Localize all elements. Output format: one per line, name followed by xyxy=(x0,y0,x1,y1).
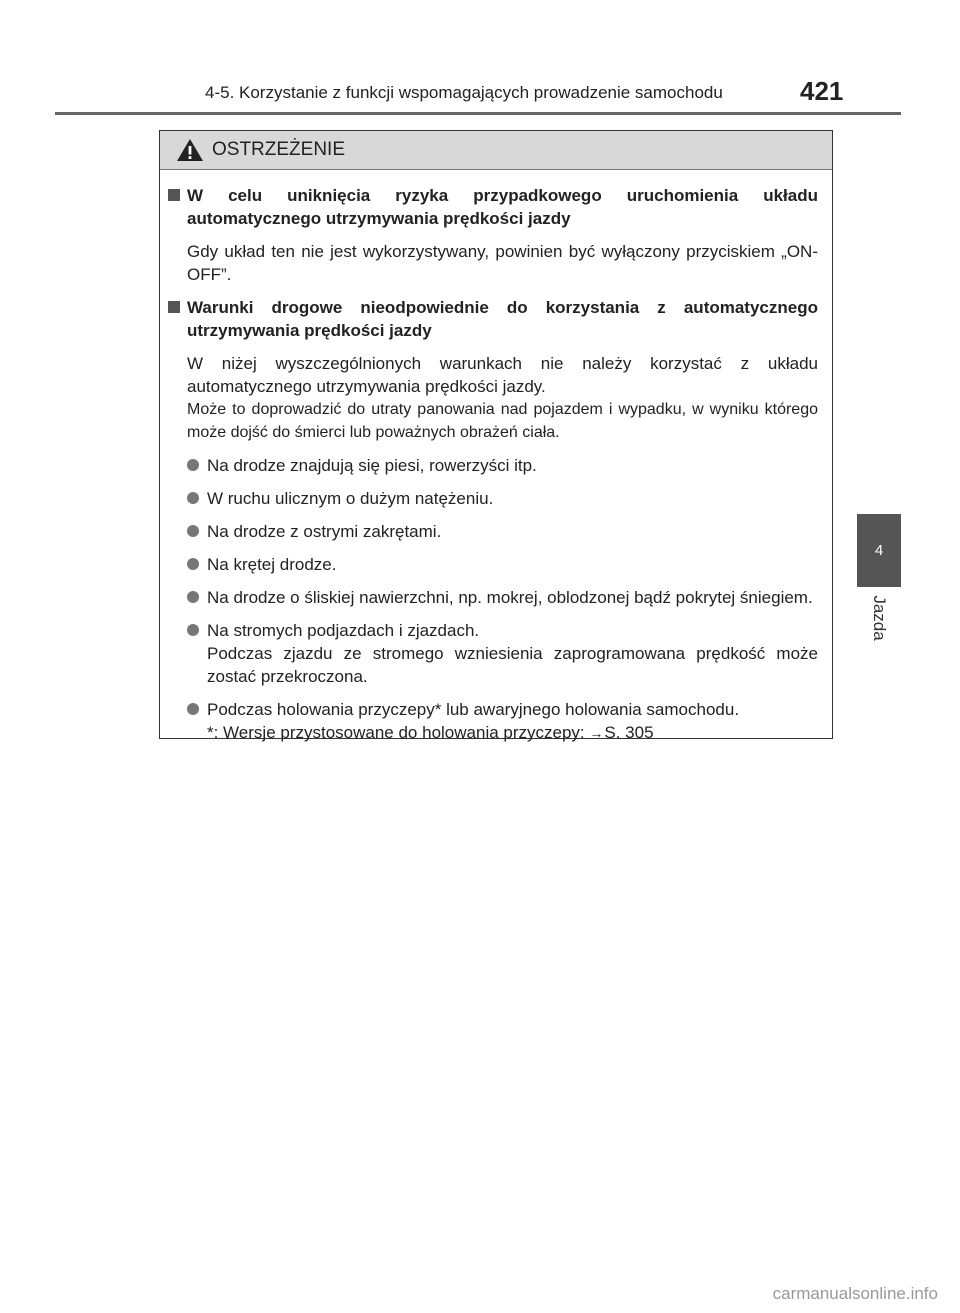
circle-bullet-icon xyxy=(187,525,199,537)
square-bullet-icon xyxy=(168,301,180,313)
chapter-label: Jazda xyxy=(870,595,889,641)
warning-header xyxy=(160,131,832,170)
list-item: Na krętej drodze. xyxy=(187,553,818,576)
warning-title: OSTRZEŻENIE xyxy=(212,139,346,160)
section-paragraph: W niżej wyszczególnionych warunkach nie należy korzystać z układu automatycznego utrzymywania prędkości jazdy. xyxy=(187,354,818,396)
list-item-text: Na stromych podjazdach i zjazdach. xyxy=(207,621,480,640)
section-heading: W celu uniknięcia ryzyka przypadkowego uruchomienia układu automatycznego utrzymywania prędkości jazdy xyxy=(168,184,818,230)
arrow-right-icon: → xyxy=(589,725,604,741)
circle-bullet-icon xyxy=(187,558,199,570)
warning-body xyxy=(160,170,832,745)
warning-box xyxy=(159,130,833,742)
header-divider xyxy=(55,112,901,115)
list-item xyxy=(187,619,818,688)
page-reference-link[interactable]: S. 305 xyxy=(604,723,654,742)
watermark: carmanualsonline.info xyxy=(772,1284,938,1303)
chapter-number: 4 xyxy=(874,542,884,559)
chapter-tab[interactable] xyxy=(857,514,901,587)
section-paragraph: Gdy układ ten nie jest wykorzystywany, powinien być wyłączony przyciskiem „ON-OFF”. xyxy=(187,242,818,284)
footnote: *: Wersje przystosowane do holowania przyczepy: →S. 305 xyxy=(207,723,654,742)
circle-bullet-icon xyxy=(187,459,199,471)
circle-bullet-icon xyxy=(187,624,199,636)
circle-bullet-icon xyxy=(187,591,199,603)
warning-triangle-icon xyxy=(176,138,204,162)
list-item-text: Podczas holowania przyczepy* lub awaryjnego holowania samochodu. xyxy=(207,700,740,719)
list-item: Na drodze o śliskiej nawierzchni, np. mokrej, oblodzonej bądź pokrytej śniegiem. xyxy=(187,586,818,609)
list-item-note: Podczas zjazdu ze stromego wzniesienia zaprogramowana prędkość może zostać przekroczona. xyxy=(207,644,818,686)
list-item: Na drodze znajdują się piesi, rowerzyści itp. xyxy=(187,454,818,477)
running-header: 4-5. Korzystanie z funkcji wspomagających prowadzenie samochodu xyxy=(205,83,723,102)
circle-bullet-icon xyxy=(187,492,199,504)
section-paragraph: Może to doprowadzić do utraty panowania nad pojazdem i wypadku, w wyniku którego może dojść do śmierci lub poważnych obrażeń ciała. xyxy=(187,401,818,441)
page-number: 421 xyxy=(800,76,844,106)
section-heading: Warunki drogowe nieodpowiednie do korzystania z automatycznego utrzymywania prędkości jazdy xyxy=(168,296,818,342)
circle-bullet-icon xyxy=(187,703,199,715)
list-item: W ruchu ulicznym o dużym natężeniu. xyxy=(187,487,818,510)
list-item xyxy=(187,698,818,745)
list-item: Na drodze z ostrymi zakrętami. xyxy=(187,520,818,543)
square-bullet-icon xyxy=(168,189,180,201)
